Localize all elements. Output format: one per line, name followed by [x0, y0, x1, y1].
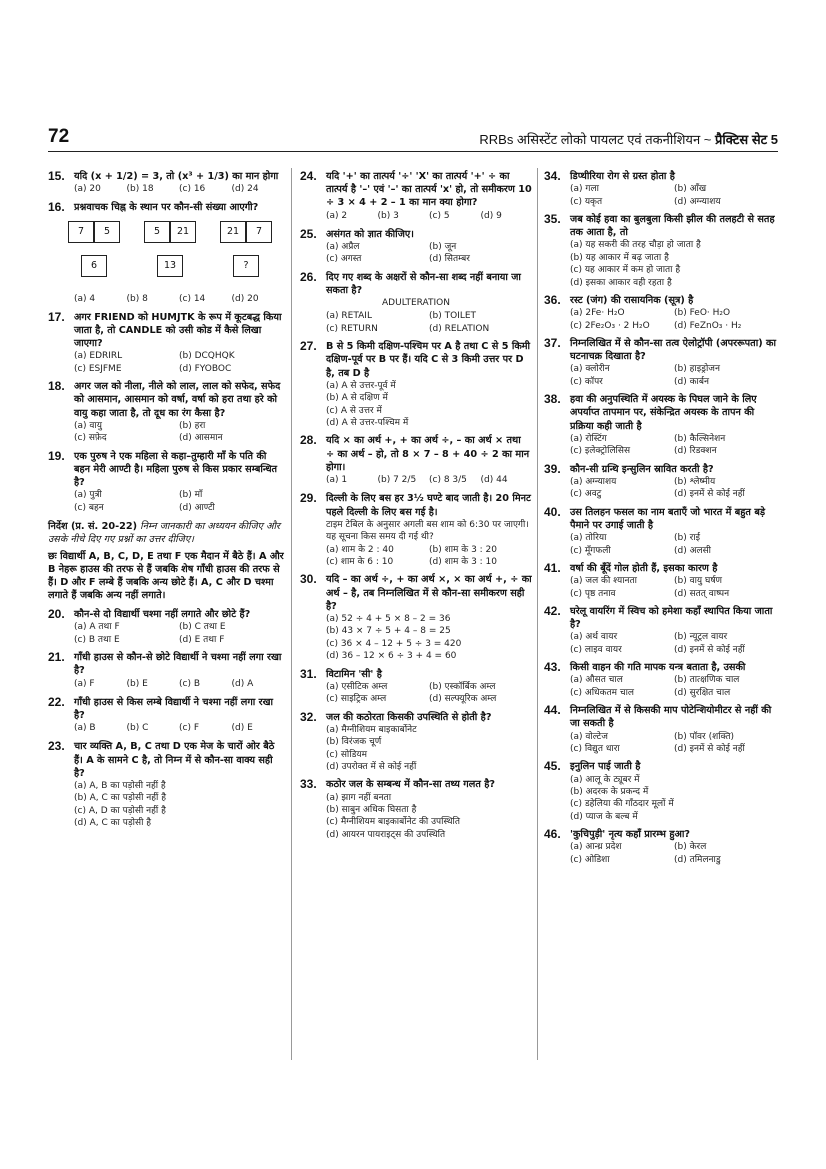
question-19 [48, 450, 284, 514]
option: (b) 3 [377, 210, 399, 221]
question-text: 'कुचिपुड़ी' नृत्य कहाँ प्रारम्भ हुआ? [570, 829, 690, 841]
option: (a) A तथा F [74, 622, 120, 633]
figure-cell: 6 [81, 255, 107, 277]
question-number: 28. [300, 433, 317, 448]
option: (d) FYOBOC [179, 363, 232, 374]
question-number: 40. [544, 504, 561, 519]
question-number: 35. [544, 212, 561, 227]
figure-cell: 21 [220, 221, 246, 243]
options [48, 293, 284, 306]
question-38 [544, 393, 778, 457]
option: (b) C तथा E [179, 622, 226, 633]
question-text: कौन-सी ग्रन्थि इन्सुलिन स्रावित करती है? [570, 463, 714, 475]
option: (a) जल की श्यानता [570, 576, 637, 587]
option: (d) उपरोक्त में से कोई नहीं [326, 762, 417, 772]
question-number: 34. [544, 169, 561, 183]
option: (a) A, B का पड़ोसी नहीं है [74, 780, 166, 791]
question-number: 24. [300, 169, 317, 183]
question-number: 16. [48, 200, 65, 215]
options [300, 380, 532, 430]
option: (a) गला [570, 184, 599, 195]
question-31 [300, 668, 532, 706]
option: (a) अप्रैल [326, 242, 360, 253]
options [544, 433, 778, 458]
option: (d) 24 [231, 184, 259, 195]
options [300, 310, 532, 335]
options [544, 307, 778, 332]
question-text: अगर FRIEND को HUMJTK के रूप में कूटबद्ध किया जाता है, तो CANDLE को उसी कोड में कैसे लिखा जाएगा? [74, 311, 282, 350]
question-text: किसी वाहन की गति मापक यन्त्र बताता है, उसकी [570, 662, 746, 674]
option: (c) इलेक्ट्रोलिसिस [570, 446, 631, 457]
option: (d) E [231, 723, 253, 734]
option: (c) B तथा E [74, 634, 120, 645]
question-29 [300, 492, 532, 568]
option: (c) बहन [74, 502, 104, 513]
directions-text: निम्न जानकारी का अध्ययन कीजिए और उसके नीचे दिए गए प्रश्नों का उत्तर दीजिए। [48, 521, 280, 546]
option: (d) A से उत्तर-पश्चिम में [326, 418, 409, 429]
option: (c) ओडिशा [570, 854, 610, 865]
option: (b) यह आकार में बढ़ जाता है [570, 252, 669, 263]
question-number: 43. [544, 660, 561, 675]
option: (c) अधिकतम चाल [570, 687, 635, 698]
question-25 [300, 228, 532, 266]
option: (c) A से उत्तर में [326, 405, 382, 416]
options [544, 532, 778, 557]
option: (d) आसमान [179, 433, 223, 444]
options [300, 210, 532, 223]
option: (c) 14 [179, 293, 206, 304]
question-number: 45. [544, 759, 561, 774]
option: (c) सोडियम [326, 749, 367, 760]
question-39 [544, 463, 778, 501]
option: (b) जून [429, 242, 457, 253]
question-text: अगर जल को नीला, नीले को लाल, लाल को सफेद, सफेद को आसमान, आसमान को वर्षा, वर्षा को हरा तथा हरे को वायु कहा जाता है, तो दूध का रंग कैसा है? [74, 381, 281, 419]
options [544, 731, 778, 756]
page-header [48, 118, 778, 148]
question-text: कौन-से दो विद्यार्थी चश्मा नहीं लगाते और छोटे हैं? [74, 609, 251, 621]
question-text: घरेलू वायरिंग में स्विच को हमेशा कहाँ स्थापित किया जाता है? [570, 605, 773, 631]
question-text: निम्नलिखित में से किसकी माप पोटेन्शियोमीटर से नहीं की जा सकती है [570, 705, 772, 730]
option: (a) रोस्टिंग [570, 433, 607, 444]
option: (a) RETAIL [326, 311, 372, 322]
option: (c) यकृत [570, 196, 603, 207]
option: (b) कैल्सिनेशन [674, 433, 726, 444]
option: (d) अलसी [674, 545, 711, 556]
question-text: इनुलिन पाई जाती है [570, 761, 641, 773]
option: (c) A, D का पड़ोसी नहीं है [74, 805, 166, 816]
question-number: 41. [544, 560, 561, 575]
options [48, 780, 284, 830]
options [48, 489, 284, 514]
option: (d) A, C का पड़ोसी है [74, 818, 152, 829]
question-number: 36. [544, 293, 561, 308]
question-text: यदि (x + 1/2) = 3, तो (x³ + 1/3) का मान होगा [74, 171, 279, 182]
options [48, 722, 284, 735]
question-text: कठोर जल के सम्बन्ध में कौन-सा तथ्य गलत है? [326, 779, 495, 791]
option: (d) RELATION [429, 323, 490, 334]
option: (b) 8 [126, 293, 148, 304]
option: (a) अर्थ वायर [570, 632, 618, 643]
section-title: प्रैक्टिस सेट 5 [715, 132, 778, 147]
column-divider [537, 168, 538, 1060]
options [544, 183, 778, 208]
option: (a) F [74, 678, 95, 689]
question-28 [300, 434, 532, 487]
options [300, 792, 532, 842]
question-number: 32. [300, 709, 317, 724]
question-number: 20. [48, 607, 65, 622]
question-number: 19. [48, 448, 65, 463]
option: (a) 2 [326, 210, 348, 221]
option: (b) C [126, 723, 149, 734]
option: (a) वायु [74, 420, 102, 431]
question-text: गाँधी हाउस से किस लम्बे विद्यार्थी ने चश्मा नहीं लगा रखा है? [74, 696, 274, 721]
option: (a) वोल्टेज [570, 731, 608, 742]
question-number: 42. [544, 603, 561, 618]
option: (a) A से उत्तर-पूर्व में [326, 380, 396, 391]
question-text: गाँधी हाउस से कौन-से छोटे विद्यार्थी ने चश्मा नहीं लगा रखा है? [74, 652, 282, 677]
option: (c) 36 × 4 – 12 + 5 ÷ 3 = 420 [326, 638, 462, 649]
option: (d) E तथा F [179, 634, 225, 645]
option: (a) शाम के 2 : 40 [326, 544, 394, 555]
question-number: 37. [544, 336, 561, 351]
question-15 [48, 170, 284, 196]
options [544, 476, 778, 501]
options [300, 474, 532, 487]
column-2 [300, 170, 532, 846]
question-text: विटामिन 'सी' है [326, 668, 382, 680]
option: (c) 2Fe₂O₃ · 2 H₂O [570, 320, 650, 331]
question-text: दिए गए शब्द के अक्षरों से कौन-सा शब्द नहीं बनाया जा सकता है? [326, 271, 521, 297]
page-number: 72 [48, 126, 70, 147]
option: (c) लाइव वायर [570, 644, 622, 655]
question-text: उस तिलहन फसल का नाम बताएँ जो भारत में बहुत बड़े पैमाने पर उगाई जाती है [570, 506, 766, 531]
option: (a) झाग नहीं बनता [326, 792, 392, 803]
figure-cell: 21 [170, 221, 196, 243]
question-32 [300, 711, 532, 774]
option: (b) साबुन अधिक घिसता है [326, 805, 417, 816]
question-18 [48, 380, 284, 444]
option: (b) विरंजक चूर्ण [326, 737, 382, 748]
options [544, 631, 778, 656]
question-text: निम्नलिखित में से कौन-सा तत्व ऐलोट्रॉपी (अपररूपता) का घटनाचक्र दिखाता है? [570, 338, 776, 363]
question-number: 39. [544, 461, 561, 476]
question-46 [544, 828, 778, 866]
question-text: यदि × का अर्थ +, + का अर्थ ÷, – का अर्थ × तथा ÷ का अर्थ – हो, तो 8 × 7 – 8 + 40 ÷ 2 का मान होगा। [326, 435, 530, 473]
option: (a) औसत चाल [570, 675, 623, 686]
directions [48, 520, 284, 546]
question-text: वर्षा की बूँदें गोल होती हैं, इसका कारण है [570, 562, 718, 574]
option: (c) RETURN [326, 323, 378, 334]
option: (d) सुरक्षित चाल [674, 687, 731, 698]
question-17 [48, 311, 284, 375]
options [544, 841, 778, 866]
option: (b) माँ [179, 490, 203, 501]
question-number: 44. [544, 703, 561, 718]
option: (c) B [179, 678, 201, 689]
header-rule [48, 151, 778, 152]
option: (b) 43 × 7 ÷ 5 + 4 – 8 = 25 [326, 626, 451, 637]
option: (c) विद्युत धारा [570, 744, 620, 754]
option: (a) तोरिया [570, 533, 607, 544]
option: (b) 18 [126, 184, 154, 195]
running-title [479, 130, 778, 148]
option: (b) शाम के 3 : 20 [429, 544, 497, 555]
question-text: यदि – का अर्थ ÷, + का अर्थ ×, × का अर्थ +, ÷ का अर्थ – है, तब निम्नलिखित में से कौन-सा समीकरण सही है? [326, 574, 532, 612]
question-36 [544, 294, 778, 332]
question-number: 18. [48, 379, 65, 394]
question-text: डिप्थीरिया रोग से ग्रस्त होता है [570, 171, 675, 182]
question-40 [544, 506, 778, 557]
question-20 [48, 608, 284, 646]
column-1 [48, 170, 284, 835]
option: (d) 20 [231, 293, 259, 304]
option: (d) आण्टी [179, 502, 215, 513]
option: (a) आन्ध्र प्रदेश [570, 842, 622, 853]
figure-cell: 7 [68, 221, 94, 243]
question-text: दिल्ली के लिए बस हर 3½ घण्टे बाद जाती है। 20 मिनट पहले दिल्ली के लिए बस गई है। [326, 493, 531, 518]
option: (b) वायु घर्षण [674, 576, 723, 587]
options [544, 239, 778, 289]
option: (b) पॉवर (शक्ति) [674, 731, 735, 742]
question-16 [48, 201, 284, 305]
option: (c) मैग्नीशियम बाइकार्बोनेट की उपस्थिति [326, 817, 460, 828]
option: (d) सितम्बर [429, 254, 470, 265]
question-21 [48, 651, 284, 691]
question-number: 22. [48, 694, 65, 709]
options [544, 674, 778, 699]
book-title: RRBs असिस्टेंट लोको पायलट एवं तकनीशियन ~ [479, 132, 712, 147]
option: (a) B [74, 723, 96, 734]
option: (c) ESJFME [74, 363, 122, 374]
figure-cell: 5 [144, 221, 170, 243]
options [300, 544, 532, 569]
option: (d) 44 [480, 475, 508, 486]
question-41 [544, 562, 778, 600]
question-43 [544, 661, 778, 699]
question-35 [544, 213, 778, 289]
question-text: जब कोई हवा का बुलबुला किसी झील की तलहटी से सतह तक आता है, तो [570, 214, 775, 239]
option: (a) 1 [326, 475, 348, 486]
figure-cell: 13 [157, 255, 183, 277]
question-number: 17. [48, 309, 65, 324]
option: (c) सफ़ेद [74, 433, 107, 444]
option: (b) TOILET [429, 311, 477, 322]
question-number: 30. [300, 572, 317, 587]
question-37 [544, 337, 778, 388]
question-24 [300, 170, 532, 223]
option: (b) आँख [674, 184, 707, 195]
directions-label: निर्देश (प्र. सं. 20-22) [48, 521, 137, 533]
question-number: 27. [300, 339, 317, 354]
option: (a) अग्न्याशय [570, 476, 617, 487]
option: (b) हाइड्रोजन [674, 364, 720, 375]
option: (a) EDRIRL [74, 351, 123, 362]
options [48, 350, 284, 375]
options [300, 724, 532, 774]
question-number: 25. [300, 226, 317, 241]
option: (c) कॉपर [570, 376, 603, 387]
option: (c) 5 [429, 210, 450, 221]
option: (a) एसीटिक अम्ल [326, 681, 388, 692]
options [300, 681, 532, 706]
question-text: हवा की अनुपस्थिति में अयस्क के पिघल जाने के लिए अपर्याप्त तापमान पर, संकेन्द्रित अयस्क के तापन की प्रक्रिया कही जाती है [570, 394, 757, 432]
option: (d) अग्न्याशय [674, 196, 721, 207]
question-text: जल की कठोरता किसकी उपस्थिति से होती है? [326, 711, 492, 723]
option: (d) सतत् वाष्पन [674, 588, 730, 599]
option: (a) 20 [74, 184, 101, 195]
question-text: यदि '+' का तात्पर्य '÷' 'X' का तात्पर्य '+' ÷ का तात्पर्य है '–' एवं '–' का तात्पर्य 'x' हो, तो समीकरण 10 ÷ 3 × 4 + 2 – 1 का मान क्या होगा? [326, 171, 532, 209]
question-text: चार व्यक्ति A, B, C तथा D एक मेज के चारों ओर बैठे हैं। A के सामने C है, तो निम्न में से कौन-सा वाक्य सही है? [74, 741, 275, 779]
option: (c) मूँगफली [570, 545, 611, 556]
option: (c) अवटु [570, 489, 602, 500]
option: (a) 52 ÷ 4 + 5 × 8 – 2 = 36 [326, 613, 451, 624]
question-33 [300, 778, 532, 841]
question-22 [48, 696, 284, 736]
question-26 [300, 271, 532, 335]
options [300, 613, 532, 663]
option: (d) आयरन पायराइट्स की उपस्थिति [326, 829, 446, 840]
question-30 [300, 573, 532, 662]
question-subtext: टाइम टेबिल के अनुसार अगली बस शाम को 6:30 पर जाएगी। यह सूचना किस समय दी गई थी? [326, 519, 529, 543]
option: (d) 36 – 12 × 6 ÷ 3 + 4 = 60 [326, 651, 457, 662]
question-text: रस्ट (जंग) की रासायनिक (सूत्र) है [570, 295, 694, 307]
question-number: 15. [48, 169, 65, 183]
question-number: 29. [300, 491, 317, 506]
question-34 [544, 170, 778, 208]
option: (b) 7 2/5 [377, 475, 417, 486]
figure-cell: 7 [246, 221, 272, 243]
option: (b) A से दक्षिण में [326, 393, 388, 404]
option: (c) शाम के 6 : 10 [326, 556, 394, 567]
question-text: असंगत को ज्ञात कीजिए। [326, 228, 414, 240]
option: (c) अगस्त [326, 254, 362, 265]
figure-cell: 5 [94, 221, 120, 243]
question-number: 31. [300, 666, 317, 681]
question-44 [544, 704, 778, 755]
option: (c) 16 [179, 184, 206, 195]
option: (b) न्यूट्रल वायर [674, 632, 728, 643]
option: (d) A [231, 678, 254, 689]
option: (b) श्लेष्मीय [674, 476, 716, 487]
options [48, 183, 284, 196]
option: (d) 9 [480, 210, 502, 221]
option: (d) इनमें से कोई नहीं [674, 644, 745, 655]
option: (d) इसका आकार वही रहता है [570, 277, 672, 288]
option: (a) 4 [74, 293, 96, 304]
option: (c) यह आकार में कम हो जाता है [570, 265, 681, 276]
options [48, 678, 284, 691]
option: (b) राई [674, 533, 701, 544]
option: (c) पृष्ठ तनाव [570, 588, 616, 599]
figure-cell: ? [233, 255, 259, 277]
options [48, 420, 284, 445]
option: (b) तात्क्षणिक चाल [674, 675, 740, 686]
option: (a) मैग्नीशियम बाइकार्बोनेट [326, 724, 417, 735]
question-23 [48, 740, 284, 829]
number-figure [60, 221, 284, 289]
option: (c) F [179, 723, 200, 734]
options [544, 575, 778, 600]
question-number: 33. [300, 777, 317, 792]
option: (a) पुत्री [74, 490, 102, 501]
option: (d) रिडक्शन [674, 446, 717, 457]
option: (a) आलू के ट्यूबर में [570, 774, 640, 785]
option: (d) इनमें से कोई नहीं [674, 489, 745, 500]
option: (c) 8 3/5 [429, 475, 467, 486]
options [300, 241, 532, 266]
options [48, 621, 284, 646]
option: (b) हरा [179, 420, 206, 431]
option: (d) इनमें से कोई नहीं [674, 744, 745, 754]
question-45 [544, 760, 778, 823]
question-number: 23. [48, 739, 65, 754]
option: (d) शाम के 3 : 10 [429, 556, 497, 567]
option: (d) तमिलनाडु [674, 854, 721, 865]
question-text: एक पुरुष ने एक महिला से कहा–तुम्हारी माँ के पति की बहन मेरी आण्टी है। महिला पुरुष से किस प्रकार सम्बन्धित है? [74, 450, 278, 489]
option: (b) E [126, 678, 148, 689]
option: (a) यह सकरी की तरह चौड़ा हो जाता है [570, 240, 701, 251]
option: (d) सल्फ्यूरिक अम्ल [429, 694, 497, 705]
option: (b) A, C का पड़ोसी नहीं है [74, 793, 167, 804]
options [544, 774, 778, 824]
passage: छः विद्यार्थी A, B, C, D, E तथा F एक मैदान में बैठे हैं। A और B नेहरू हाउस की तरफ से हैं जबकि शेष गाँधी हाउस की तरफ से हैं। D और F लम्बे हैं जबकि अन्य छोटे हैं। A, C और D चश्मा लगाते हैं जबकि अन्य नहीं लगाते। [48, 551, 284, 602]
option: (d) कार्बन [674, 376, 709, 387]
question-text: B से 5 किमी दक्षिण-पश्चिम पर A है तथा C से 5 किमी दक्षिण-पूर्व पर B पर हैं। यदि C से 3 किमी उत्तर पर D है, तब D है [326, 341, 531, 379]
option: (c) साइट्रिक अम्ल [326, 694, 387, 705]
question-27 [300, 340, 532, 429]
column-3 [544, 170, 778, 871]
question-42 [544, 605, 778, 656]
question-number: 46. [544, 827, 561, 842]
column-divider [291, 168, 292, 1060]
question-text: प्रश्नवाचक चिह्न के स्थान पर कौन-सी संख्या आएगी? [74, 202, 259, 214]
question-number: 21. [48, 650, 65, 665]
option: (d) FeZnO₃ · H₂ [674, 320, 742, 331]
option: (a) 2Fe· H₂O [570, 308, 625, 319]
option: (b) अदरक के प्रकन्द में [570, 787, 649, 798]
question-number: 26. [300, 269, 317, 284]
given-word: ADULTERATION [382, 298, 450, 309]
option: (b) एस्कॉर्बिक अम्ल [429, 681, 496, 692]
option: (a) क्लोरीन [570, 364, 610, 375]
option: (c) डहेलिया की गाँठदार मूलों में [570, 799, 674, 810]
option: (b) केरल [674, 842, 707, 853]
options [544, 363, 778, 388]
option: (b) FeO· H₂O [674, 308, 731, 319]
option: (d) प्याज के बल्ब में [570, 811, 638, 822]
option: (b) DCQHQK [179, 351, 235, 362]
question-number: 38. [544, 392, 561, 407]
